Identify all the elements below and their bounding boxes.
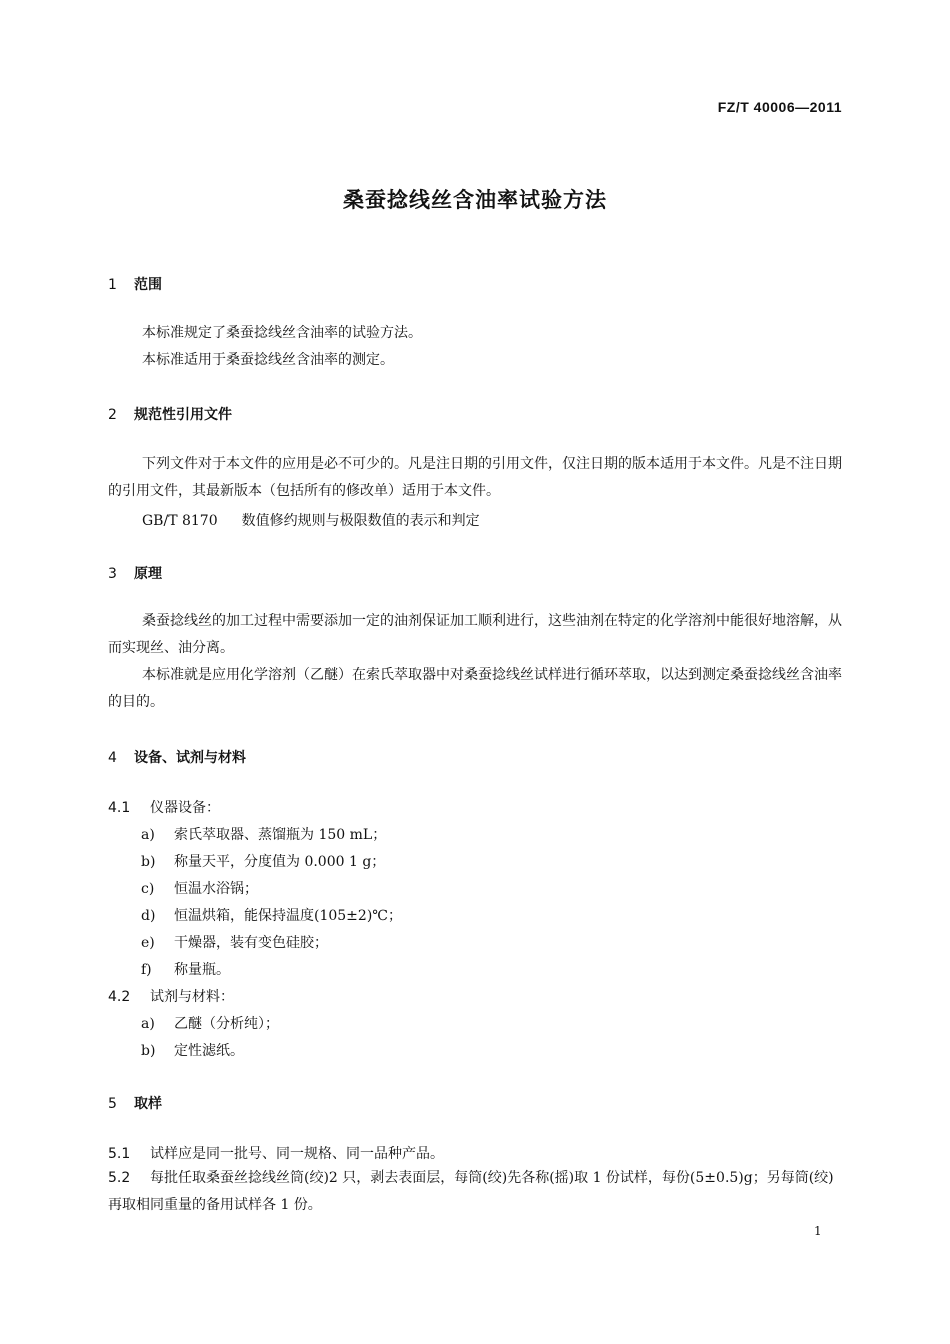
- list-marker: b): [141, 1043, 156, 1059]
- list-text: 称量瓶。: [174, 962, 230, 978]
- list-marker: a): [141, 1016, 155, 1032]
- section-1-heading: [108, 274, 162, 294]
- paragraph: 本标准就是应用化学溶剂（乙醚）在索氏萃取器中对桑蚕捻线丝试样进行循环萃取，以达到测定桑蚕捻线丝含油率的目的。: [108, 667, 842, 710]
- paragraph: 本标准规定了桑蚕捻线丝含油率的试验方法。: [142, 325, 422, 341]
- subsection-number: 4.1: [108, 800, 131, 816]
- subsection-number: 4.2: [108, 989, 131, 1005]
- subsection-number: 5.1: [108, 1146, 131, 1162]
- section-4-heading: [108, 747, 246, 767]
- section-title: 规范性引用文件: [134, 407, 232, 423]
- list-text: 乙醚（分析纯）；: [174, 1016, 279, 1032]
- section-title: 设备、试剂与材料: [134, 750, 246, 766]
- page-number: 1: [814, 1224, 822, 1238]
- list-item: [141, 1013, 279, 1033]
- subsection-4-2: [108, 986, 234, 1006]
- section-number: 4: [108, 750, 117, 766]
- list-item: [141, 1040, 244, 1060]
- section-number: 1: [108, 277, 117, 293]
- section-title: 取样: [134, 1096, 162, 1112]
- subsection-text: 每批任取桑蚕丝捻线丝筒(绞)2 只，剥去表面层，每筒(绞)先各称(摇)取 1 份试样，每份(5±0.5)g；另每筒(绞)再取相同重量的备用试样各 1 份。: [108, 1170, 834, 1213]
- list-text: 恒温水浴锅；: [174, 881, 258, 897]
- standard-code: FZ/T 40006—2011: [717, 99, 842, 115]
- list-marker: d): [141, 908, 156, 924]
- list-item: [141, 824, 386, 844]
- subsection-text: 试样应是同一批号、同一规格、同一品种产品。: [150, 1146, 444, 1162]
- list-item: [141, 959, 230, 979]
- list-item: [141, 932, 328, 952]
- section-number: 3: [108, 566, 117, 582]
- subsection-title: 仪器设备：: [150, 800, 220, 816]
- list-marker: b): [141, 854, 156, 870]
- section-3-heading: [108, 563, 162, 583]
- section-2-heading: [108, 404, 232, 424]
- list-item: [141, 905, 402, 925]
- subsection-4-1: [108, 797, 220, 817]
- list-item: [141, 878, 258, 898]
- section-title: 范围: [134, 277, 162, 293]
- document-title: 桑蚕捻线丝含油率试验方法: [343, 188, 607, 212]
- paragraph: 下列文件对于本文件的应用是必不可少的。凡是注日期的引用文件，仅注日期的版本适用于本文件。凡是不注日期的引用文件，其最新版本（包括所有的修改单）适用于本文件。: [108, 456, 842, 499]
- list-marker: a): [141, 827, 155, 843]
- subsection-title: 试剂与材料：: [150, 989, 234, 1005]
- list-marker: f): [141, 962, 152, 978]
- section-number: 5: [108, 1096, 117, 1112]
- list-text: 干燥器，装有变色硅胶；: [174, 935, 328, 951]
- list-text: 索氏萃取器、蒸馏瓶为 150 mL；: [174, 827, 387, 843]
- list-item: [141, 851, 385, 871]
- section-number: 2: [108, 407, 117, 423]
- paragraph: 桑蚕捻线丝的加工过程中需要添加一定的油剂保证加工顺利进行，这些油剂在特定的化学溶剂中能很好地溶解，从而实现丝、油分离。: [108, 613, 842, 656]
- section-5-heading: [108, 1093, 162, 1113]
- subsection-number: 5.2: [108, 1170, 131, 1186]
- subsection-5-2: [108, 1165, 844, 1219]
- subsection-5-1: [108, 1143, 444, 1163]
- section-title: 原理: [134, 566, 162, 582]
- list-text: 恒温烘箱，能保持温度(105±2)℃；: [174, 908, 402, 924]
- list-marker: e): [141, 935, 155, 951]
- list-text: 定性滤纸。: [174, 1043, 244, 1059]
- paragraph: 本标准适用于桑蚕捻线丝含油率的测定。: [142, 352, 394, 368]
- reference-code: GB/T 8170: [142, 513, 218, 529]
- list-marker: c): [141, 881, 155, 897]
- list-text: 称量天平，分度值为 0.000 1 g；: [174, 854, 386, 870]
- reference-title: 数值修约规则与极限数值的表示和判定: [241, 513, 480, 529]
- normative-reference: [142, 510, 480, 530]
